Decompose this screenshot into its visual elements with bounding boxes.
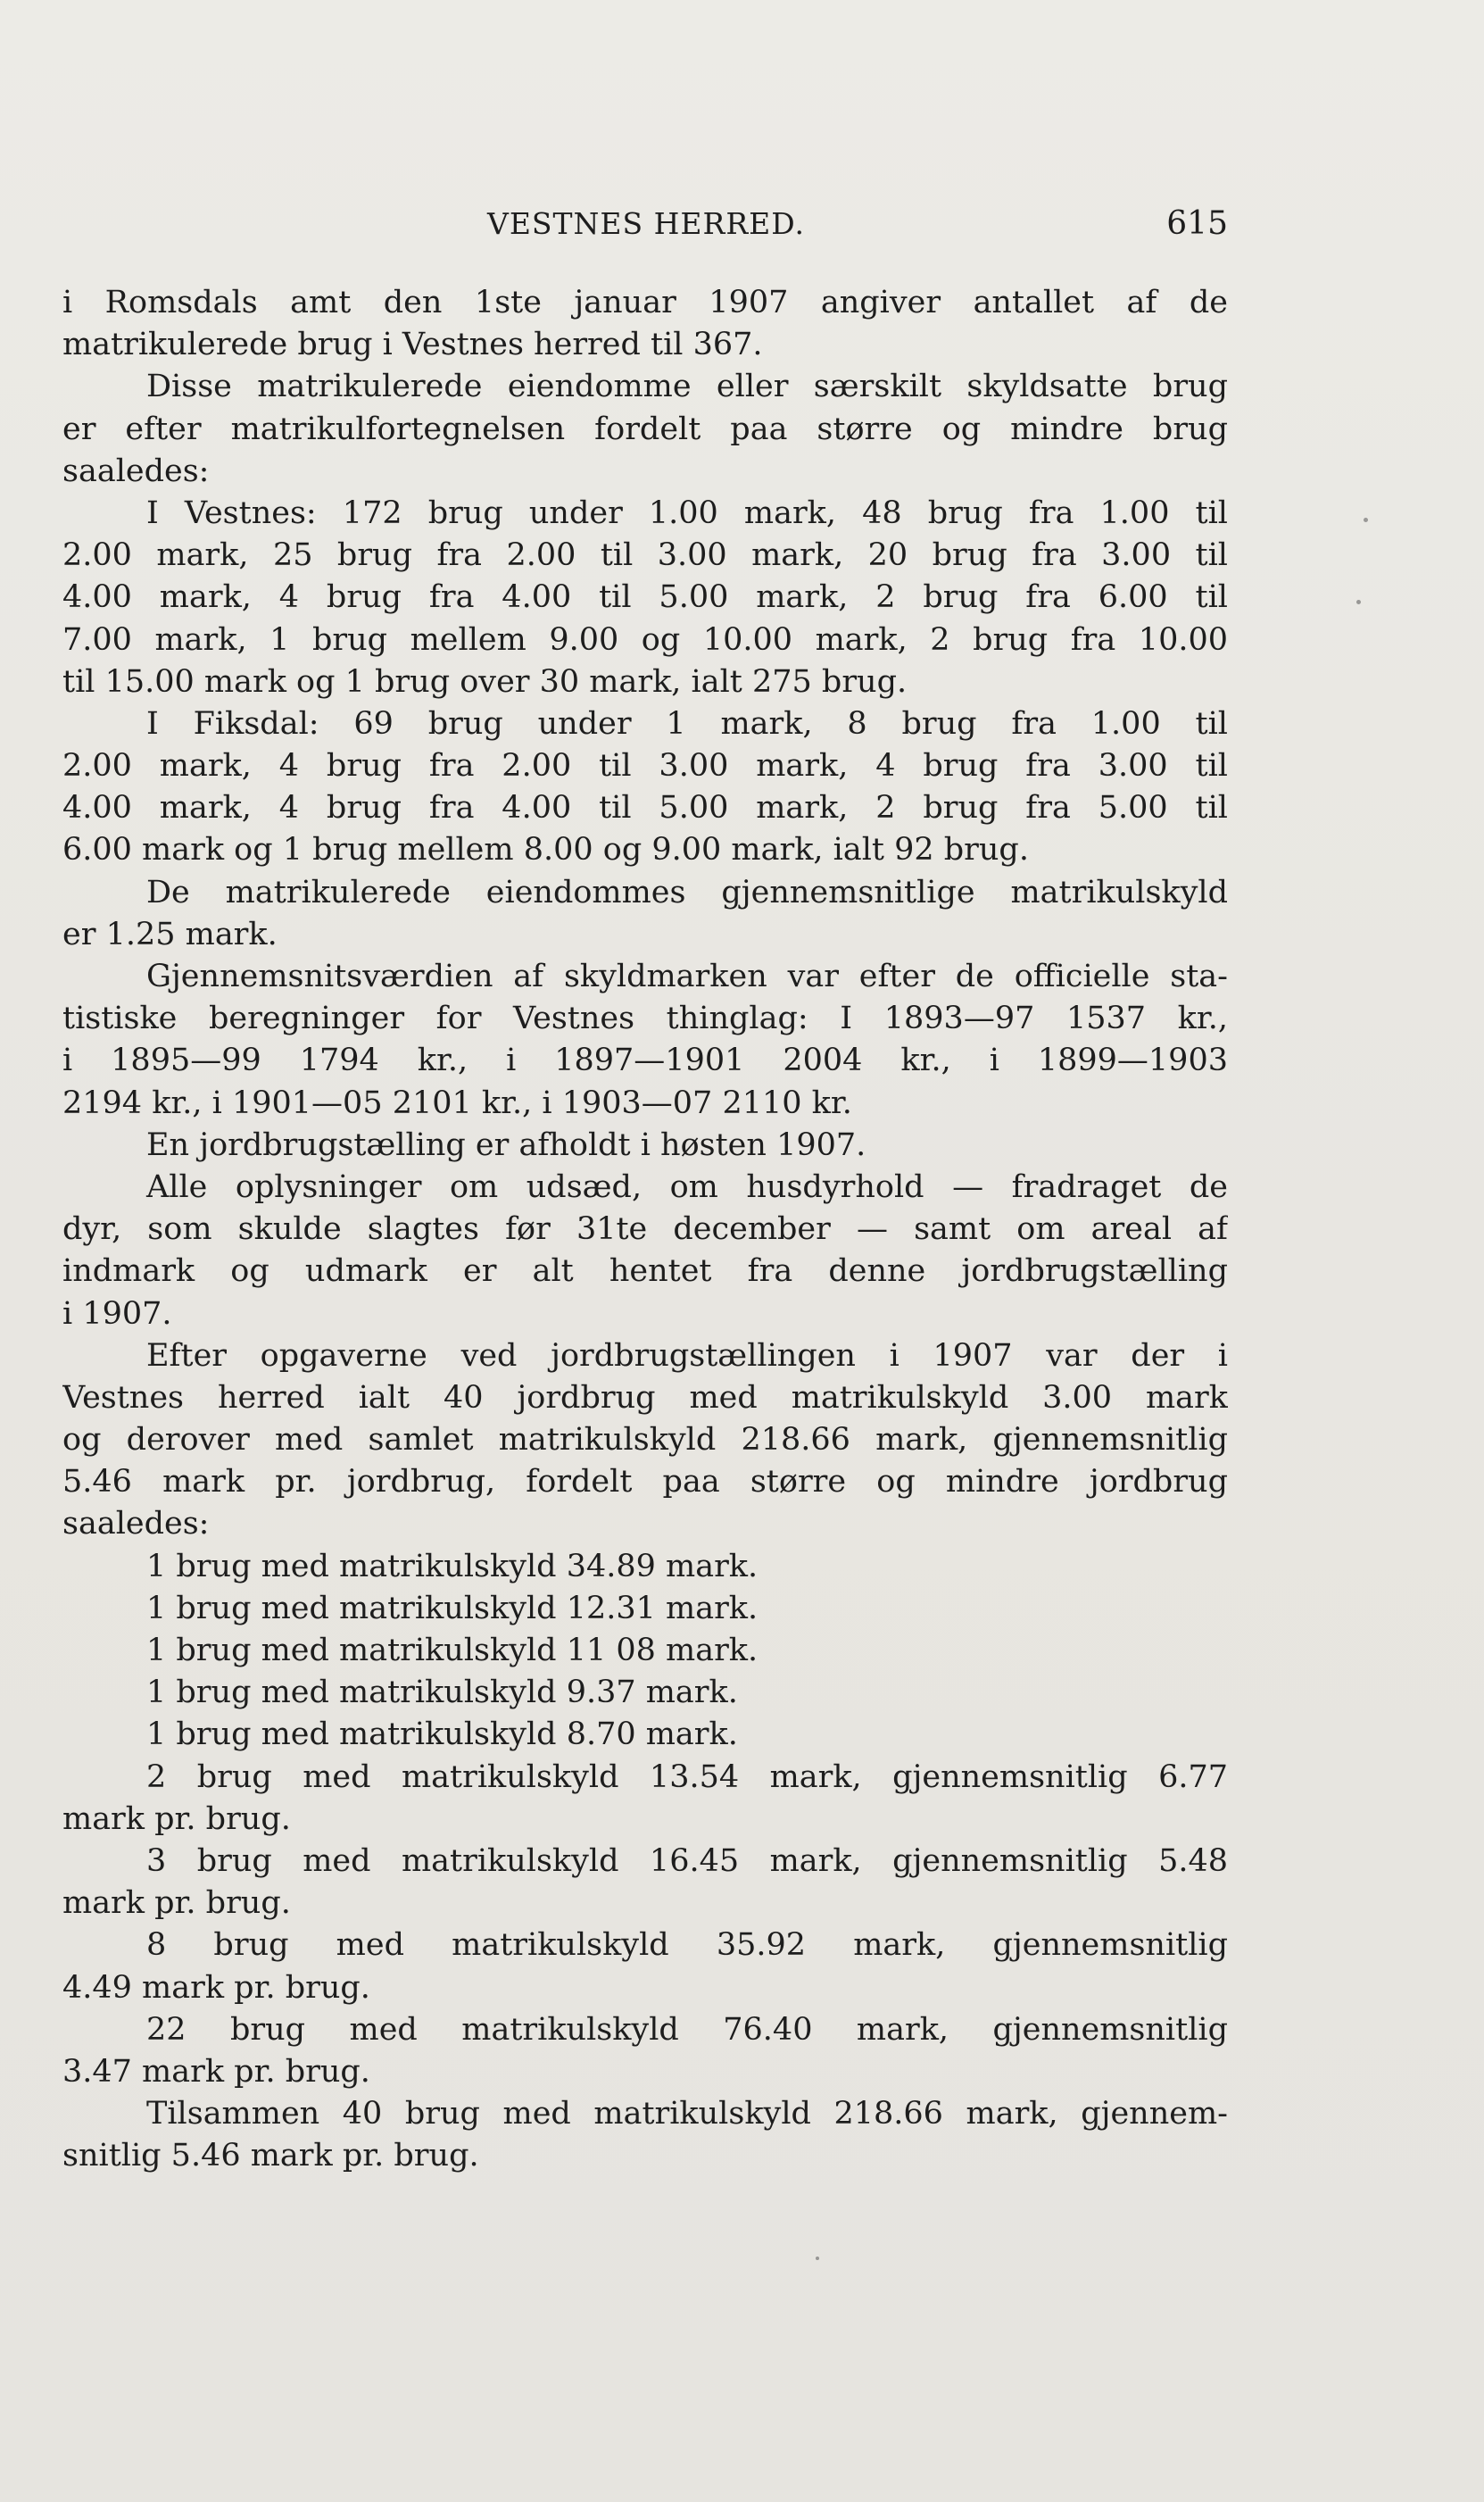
text-line: De matrikulerede eiendommes gjennemsnitlige matrikulskyld bbox=[146, 874, 1228, 910]
text-line: Disse matrikulerede eiendomme eller særskilt skyldsatte brug bbox=[146, 369, 1228, 405]
text-line: 1 brug med matrikulskyld 8.70 mark. bbox=[146, 1716, 738, 1753]
text-line: saaledes: bbox=[62, 1506, 210, 1542]
text-line: 4.00 mark, 4 brug fra 4.00 til 5.00 mark, 2 brug fra 5.00 til bbox=[62, 790, 1228, 827]
text-line: tistiske beregninger for Vestnes thinglag: I 1893—97 1537 kr., bbox=[62, 1001, 1228, 1037]
text-line: Gjennemsnitsværdien af skyldmarken var efter de officielle sta- bbox=[146, 959, 1228, 994]
text-line: i 1907. bbox=[62, 1295, 172, 1332]
text-line: 8 brug med matrikulskyld 35.92 mark, gjennemsnitlig bbox=[146, 1927, 1228, 1964]
text-line: dyr, som skulde slagtes før 31te december — samt om areal af bbox=[62, 1211, 1228, 1248]
text-line: i Romsdals amt den 1ste januar 1907 angiver antallet af de bbox=[62, 285, 1228, 320]
text-line: 4.00 mark, 4 brug fra 4.00 til 5.00 mark, 2 brug fra 6.00 til bbox=[62, 579, 1228, 616]
text-line: 1 brug med matrikulskyld 11 08 mark. bbox=[146, 1633, 759, 1668]
page-number: 615 bbox=[1166, 205, 1228, 242]
text-line: 3 brug med matrikulskyld 16.45 mark, gjennemsnitlig 5.48 bbox=[146, 1842, 1228, 1879]
running-head: VESTNES HERRED. bbox=[487, 206, 806, 241]
page-header bbox=[62, 202, 1228, 246]
text-line: 2 brug med matrikulskyld 13.54 mark, gjennemsnitlig 6.77 bbox=[146, 1758, 1228, 1795]
text-line: Efter opgaverne ved jordbrugstællingen i 1907 var der i bbox=[146, 1337, 1228, 1374]
text-line: saaledes: bbox=[62, 453, 210, 489]
print-speck bbox=[1356, 600, 1361, 604]
text-line: 22 brug med matrikulskyld 76.40 mark, gjennemsnitlig bbox=[146, 2011, 1228, 2048]
text-line: 1 brug med matrikulskyld 34.89 mark. bbox=[146, 1548, 759, 1584]
text-line: indmark og udmark er alt hentet fra denne jordbrugstælling bbox=[62, 1253, 1228, 1290]
print-speck bbox=[1364, 518, 1368, 522]
text-line: I Fiksdal: 69 brug under 1 mark, 8 brug fra 1.00 til bbox=[146, 705, 1228, 742]
text-line: er 1.25 mark. bbox=[62, 916, 278, 952]
text-line: Vestnes herred ialt 40 jordbrug med matrikulskyld 3.00 mark bbox=[62, 1379, 1228, 1416]
body-text bbox=[62, 282, 1228, 2177]
text-line: mark pr. brug. bbox=[62, 1800, 291, 1837]
text-line: Alle oplysninger om udsæd, om husdyrhold — fradraget de bbox=[146, 1168, 1228, 1205]
text-line: Tilsammen 40 brug med matrikulskyld 218.66 mark, gjennem- bbox=[146, 2096, 1228, 2132]
text-line: og derover med samlet matrikulskyld 218.66 mark, gjennemsnitlig bbox=[62, 1422, 1228, 1459]
text-line: mark pr. brug. bbox=[62, 1885, 291, 1922]
text-line: er efter matrikulfortegnelsen fordelt paa større og mindre brug bbox=[62, 411, 1228, 447]
text-line: 7.00 mark, 1 brug mellem 9.00 og 10.00 mark, 2 brug fra 10.00 bbox=[62, 621, 1228, 658]
text-line: 4.49 mark pr. brug. bbox=[62, 1969, 370, 2006]
text-line: 2.00 mark, 25 brug fra 2.00 til 3.00 mark, 20 brug fra 3.00 til bbox=[62, 537, 1228, 574]
text-line: 5.46 mark pr. jordbrug, fordelt paa større og mindre jordbrug bbox=[62, 1464, 1228, 1500]
text-line: 3.47 mark pr. brug. bbox=[62, 2053, 370, 2090]
text-line: I Vestnes: 172 brug under 1.00 mark, 48 brug fra 1.00 til bbox=[146, 495, 1228, 531]
text-line: 1 brug med matrikulskyld 9.37 mark. bbox=[146, 1675, 738, 1711]
text-line: 2.00 mark, 4 brug fra 2.00 til 3.00 mark, 4 brug fra 3.00 til bbox=[62, 748, 1228, 785]
text-line: 6.00 mark og 1 brug mellem 8.00 og 9.00 mark, ialt 92 brug. bbox=[62, 832, 1029, 869]
print-speck bbox=[816, 2257, 819, 2260]
text-line: snitlig 5.46 mark pr. brug. bbox=[62, 2138, 479, 2174]
text-line: En jordbrugstælling er afholdt i høsten 1907. bbox=[146, 1126, 866, 1163]
text-line: til 15.00 mark og 1 brug over 30 mark, ialt 275 brug. bbox=[62, 663, 908, 700]
text-line: matrikulerede brug i Vestnes herred til 367. bbox=[62, 327, 763, 363]
text-line: 1 brug med matrikulskyld 12.31 mark. bbox=[146, 1590, 759, 1626]
text-line: i 1895—99 1794 kr., i 1897—1901 2004 kr., i 1899—1903 bbox=[62, 1043, 1228, 1079]
text-line: 2194 kr., i 1901—05 2101 kr., i 1903—07 2110 kr. bbox=[62, 1085, 852, 1121]
